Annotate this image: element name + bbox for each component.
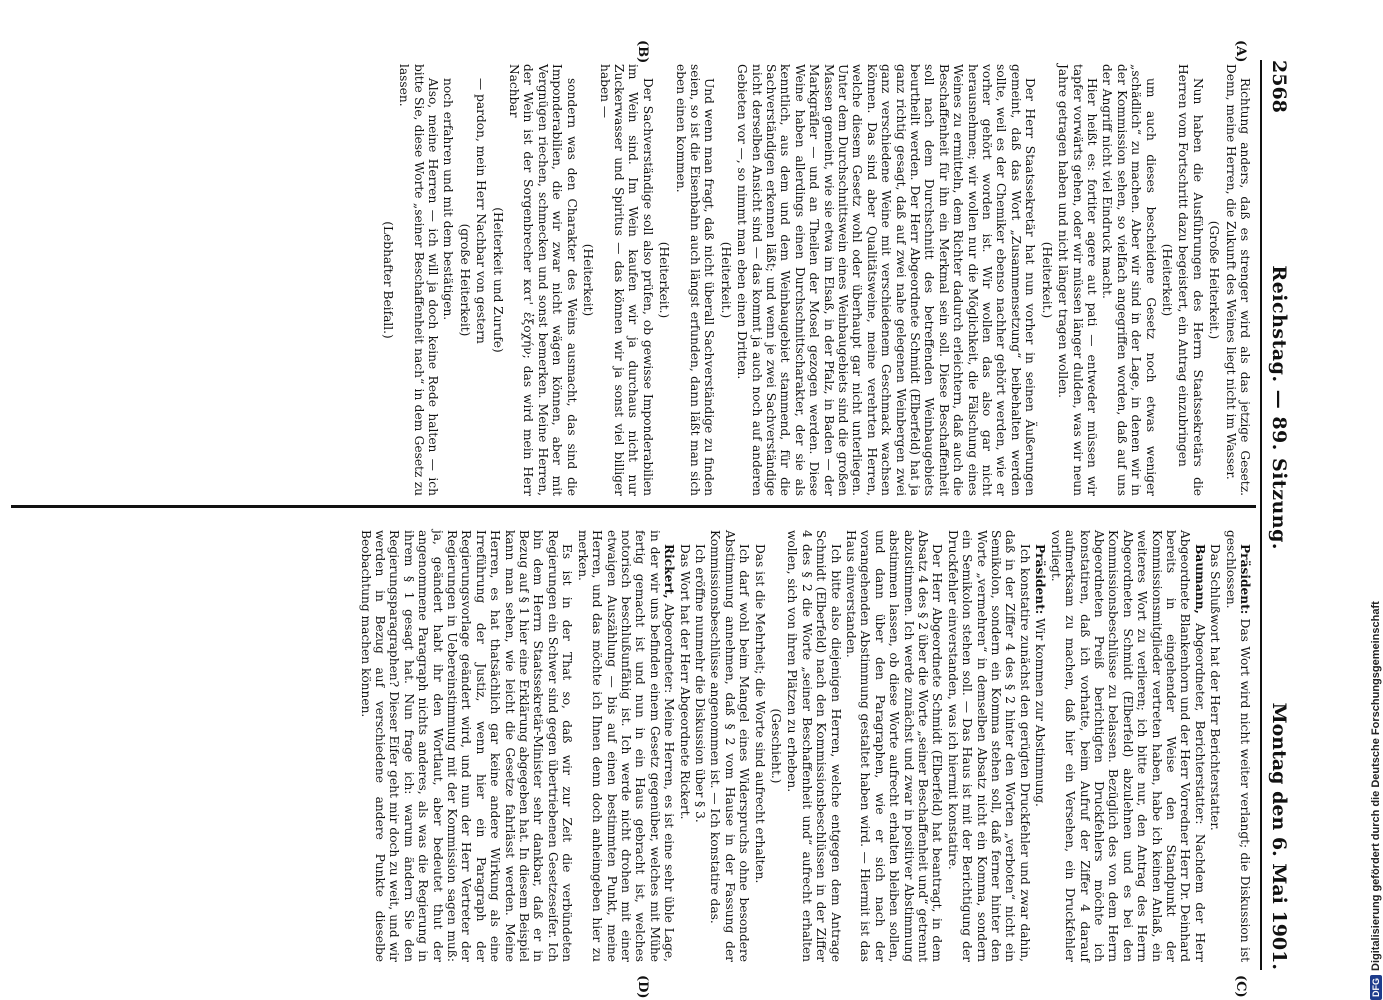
left-paragraph: Richtung anders, daß es strenger wird als das jetzige Gesetz. Denn, meine Herren, die Zukunft des Weines liegt nicht im Wasser.	[1223, 64, 1252, 496]
paragraph-text: Ich bitte also diejenigen Herren, welche entgegen dem Antrage Schmidt (Elberfeld) nach den Kommissionsbeschlüssen in der Ziffer 4 des § 2 die Worte „seiner Beschaffenheit und“ aufrecht erhalten wollen, sich von ihren Plätzen zu erheben.	[785, 530, 843, 962]
margin-mark-b: (B)	[635, 40, 650, 64]
right-column	[357, 530, 1252, 962]
left-paragraph: Hier heißt es: fortiter agere aut pati — entweder müssen wir tapfer vorwärts gehen, oder wir müssen länger dulden, was wir neun Jahre getragen haben und nicht länger tragen wollen.	[1056, 64, 1099, 496]
funding-note	[1370, 601, 1382, 1000]
right-paragraph	[693, 530, 707, 962]
right-paragraph	[708, 530, 751, 962]
left-paragraph: Also, meine Herren — ich will ja doch keine Rede halten — ich bitte Sie, diese Worte „seiner Beschaffenheit nach“ in dem Gesetz zu lassen.	[397, 64, 441, 496]
paragraph-text: Abgeordneter, Berichterstatter: Nachdem der Herr Abgeordnete Blankenhorn und der Herr Vorredner Herr Dr. Deinhard bereits in eingehender Weise den Standpunkt der Kommissionsmitglieder vertreten haben, habe ich keinen Anlaß, ein weiteres Wort zu verlieren; ich bitte nur, den Antrag des Herrn Abgeordneten Schmidt (Elberfeld) abzulehnen und es bei den Kommissionsbeschlüsse zu belassen. Bezüglich des von dem Herrn Abgeordneten Preiß berichtigten Druckfehlers möchte ich konstatiren, daß ich vorhatte, beim Aufruf der Ziffer 4 darauf aufmerksam zu machen, daß hier ein Versehen, ein Druckfehler vorliegt.	[1048, 530, 1207, 963]
left-paragraph: — pardon, mein Herr Nachbar von gestern	[474, 78, 489, 344]
header-date: Montag den 6. Mai 1901.	[1268, 702, 1290, 970]
margin-mark-d: (D)	[635, 975, 650, 999]
left-paragraph: (Große Heiterkeit.)	[1207, 220, 1222, 340]
margin-mark-c: (C)	[1233, 975, 1248, 998]
left-paragraph: (große Heiterkeit)	[457, 223, 472, 337]
right-paragraph	[752, 530, 766, 962]
paragraph-text: Das Schlußwort hat der Herr Berichterstatter.	[1208, 544, 1223, 831]
left-paragraph: Und wenn man fragt, daß nicht überall Sachverständige zu finden seien, so ist die Eisenbahn auch längst erfunden, dann läßt man sich eben einen kommen.	[673, 64, 717, 496]
paragraph-text: (Geschieht.)	[769, 708, 783, 784]
right-paragraph	[358, 530, 574, 962]
speaker-name: Rickert,	[662, 544, 677, 599]
left-paragraph: Der Sachverständige soll also prüfen, ob gewisse Imponderabilien im Wein sind. Im Wein kaufen wir ja durchaus nicht nur Zuckerwasser und Spiritus — das können wir ja sonst viel billiger haben —	[597, 64, 655, 496]
paragraph-text: Ich darf wohl beim Mangel eines Widerspruchs ohne besondere Abstimmung annehmen, daß § 2 vom Hause in der Fassung der Kommissionsbeschlüsse angenommen ist. — Ich konstatire das.	[708, 530, 752, 962]
paragraph-text: Es ist in der That so, daß wir zur Zeit die verbündeten Regierungen ein Schwer sind gegen übertriebenen Gesetzeseifer. Ich bin dem Herrn Staatssekretär-Minister sehr dankbar, daß er in Bezug auf § 1 hier eine Erklärung abgegeben hat. In diesem Beispiel kann man sehen, wie leicht die Gesetze fahrlässt werden. Meine Herren, es hat thatsächlich gar keine andere Wirkung als eine Irreführung der Justiz, wenn hier ein Paragraph der Regierungsvorlage geändert wird, und nun der Herr Vertreter der Regierungen in Uebereinstimmung mit der Kommission sagen muß: ja, geändert habt ihr den Wortlaut, aber bedeutet thut der angenommene Paragraph nichts anderes, als was die Regierung in ihrem § 1 gesagt hat. Nun frage ich: warum ändern Sie den Regierungsparagraphen? Dieser Eifer geht mir doch zu weit, und wir werden in Bezug auf verschiedene andere Punkte dieselbe Beobachtung machen können.	[358, 530, 575, 962]
funding-note-text: Digitalisierung gefördert durch die Deutsche Forschungsgemeinschaft	[1370, 601, 1382, 971]
right-paragraph	[575, 530, 676, 962]
left-column	[378, 64, 1252, 496]
left-paragraph: (Heiterkeit)	[1159, 243, 1174, 317]
page-number: 2568	[1268, 60, 1290, 113]
right-paragraph	[1208, 530, 1222, 962]
paragraph-text: Abgeordneter: Meine Herren, es ist eine sehr üble Lage, in der wir uns befinden einem Gesetz gegenüber, welches mit Mühe fertig gemacht ist und nun in ein Haus gebracht ist, welches notorisch beschlußunfähig ist. Ich werde nicht drohen mit einer etwaigen Auszählung — bis auf einen bestimmten Punkt, meine Herren, und das möchte ich Ihnen denn doch anheimgeben hier zu merken.	[575, 530, 677, 962]
paragraph-text: Das Wort wird nicht weiter verlangt; die Diskussion ist geschlossen.	[1223, 530, 1252, 962]
paragraph-text: Der Herr Abgeordnete Schmidt (Elberfeld) hat beantragt, in dem Absatz 4 des § 2 über die Worte „seiner Beschaffenheit und“ getrennt abzustimmen. Ich werde zunächst und zwar in positiver Abstimmung abstimmen lassen, ob diese Worte aufrecht erhalten bleiben sollen, und dann über den Paragraphen, wie er sich nach der vorangehenden Abstimmung gestaltet haben wird. — Hiermit ist das Haus einverstanden.	[844, 530, 945, 962]
left-paragraph: (Heiterkeit)	[581, 243, 596, 317]
right-paragraph	[1223, 530, 1252, 962]
speaker-name: Präsident:	[1238, 544, 1252, 615]
paragraph-text: Ich konstatire zunächst den gerügten Druckfehler und zwar dahin, daß in der Ziffer 4 des § 2 hinter den Worten „verboten“ nicht ein Semikolon, sondern ein Komma stehen soll, daß ferner hinter den Worte „vermehren“ in demselben Absatz nicht ein Komma, sondern ein Semikolon stehen soll. — Das Haus ist mit der Berichtigung der Druckfehler einverstanden, was ich hiermit konstatire.	[945, 530, 1032, 962]
header-title: Reichstag. — 89. Sitzung.	[1268, 265, 1290, 551]
page-header	[1260, 60, 1296, 970]
left-paragraph: Der Herr Staatssekretär hat nun vorher in seinen Äußerungen gemeint, daß das Wort „Zusammensetzung“ beibehalten werden sollte, weil es der Chemiker ebenso nachher gehört werden, wie er vorher gehört worden ist. Wir wollen das also gar nicht herausnehmen; wir wollen nur die Möglichkeit, die Fälschung eines Weines zu ermitteln, dem Richter dadurch erleichtern, daß auch die Beschaffenheit für ihn ein Merkmal sein soll. Diese Beschaffenheit soll nach dem Durchschnitt des betreffenden Weinbaugebiets beurtheilt werden. Der Herr Abgeordnete Schmidt (Elberfeld) hat ja ganz richtig gesagt, daß auf zwei nahe gelegenen Weinbergen zwei ganz verschiedene Weine mit verschiedenem Geschmack wachsen können. Das sind aber Qualitätsweine, meine verehrten Herren, welche diesem Gesetz wohl oder überhaupt gar nicht unterliegen. Unter dem Durchschnittswein eines Weinbaugebiets sind die großen Massen gemeint, wie sie etwa im Elsaß, in der Pfalz, in Baden — der Markgräfler — und an Theilen der Mosel gezogen werden. Diese Weine haben allerdings einen Durchschnittscharakter, der sie als kenntlich, aus dem und dem Weinbaugebiet stammend, für die Sachverständigen erkennen läßt; und wenn je zwei Sachverständige nicht derselben Ansicht sind — das kommt ja auch noch auf anderen Gebieten vor —, so nimmt man eben einen Dritten.	[735, 64, 1038, 496]
left-paragraph: (Heiterkeit.)	[718, 241, 733, 319]
column-divider	[11, 505, 1256, 508]
dfg-logo: DFG	[1370, 975, 1382, 1000]
right-paragraph	[1033, 530, 1047, 962]
left-paragraph: sondern was den Charakter des Weins ausmacht, das sind die Imponderabilien, die wir zwar nicht wägen können, aber mit Vergnügen riechen, schmecken und sonst bemerken. Meine Herren, der Wein ist der Sorgenbrecher κατ' ἐξοχήν; das wird mein Herr Nachbar	[507, 64, 579, 496]
left-paragraph: (Heiterkeit und Zurufe)	[490, 207, 505, 353]
left-paragraph: noch erfahren und mit dem bestätigen.	[441, 78, 456, 321]
paragraph-text: Ich eröffne nunmehr die Diskussion über § 3.	[692, 544, 707, 823]
left-paragraph: Nun haben die Ausführungen des Herrn Staatssekretärs die Herren vom Fortschritt dazu begeistert, ein Antrag einzubringen	[1176, 64, 1205, 496]
speaker-name: Baumann,	[1192, 544, 1207, 614]
paragraph-text: Wir kommen zur Abstimmung.	[1033, 618, 1048, 807]
right-paragraph	[785, 530, 843, 962]
paragraph-text: Das Wort hat der Herr Abgeordnete Rickert.	[677, 544, 692, 820]
right-paragraph	[677, 530, 691, 962]
right-paragraph	[1048, 530, 1206, 962]
left-paragraph: (Heiterkeit.)	[1039, 241, 1054, 319]
paragraph-text: Das ist die Mehrheit; die Worte sind aufrecht erhalten.	[752, 544, 767, 884]
left-paragraph: (Heiterkeit.)	[657, 241, 672, 319]
right-paragraph	[945, 530, 1031, 962]
left-paragraph: (Lebhafter Beifall.)	[380, 221, 395, 339]
margin-mark-a: (A)	[1233, 40, 1248, 63]
right-paragraph	[769, 530, 783, 962]
left-paragraph: um auch dieses bescheidene Gesetz noch etwas weniger „schädlich“ zu machen. Aber wir sind in der Lage, in denen wir in der Kommission sehen, so vielfach angegriffen worden, daß auf uns der Angriff nicht viel Eindruck macht.	[1100, 64, 1158, 496]
right-paragraph	[844, 530, 945, 962]
speaker-name: Präsident:	[1033, 544, 1048, 615]
